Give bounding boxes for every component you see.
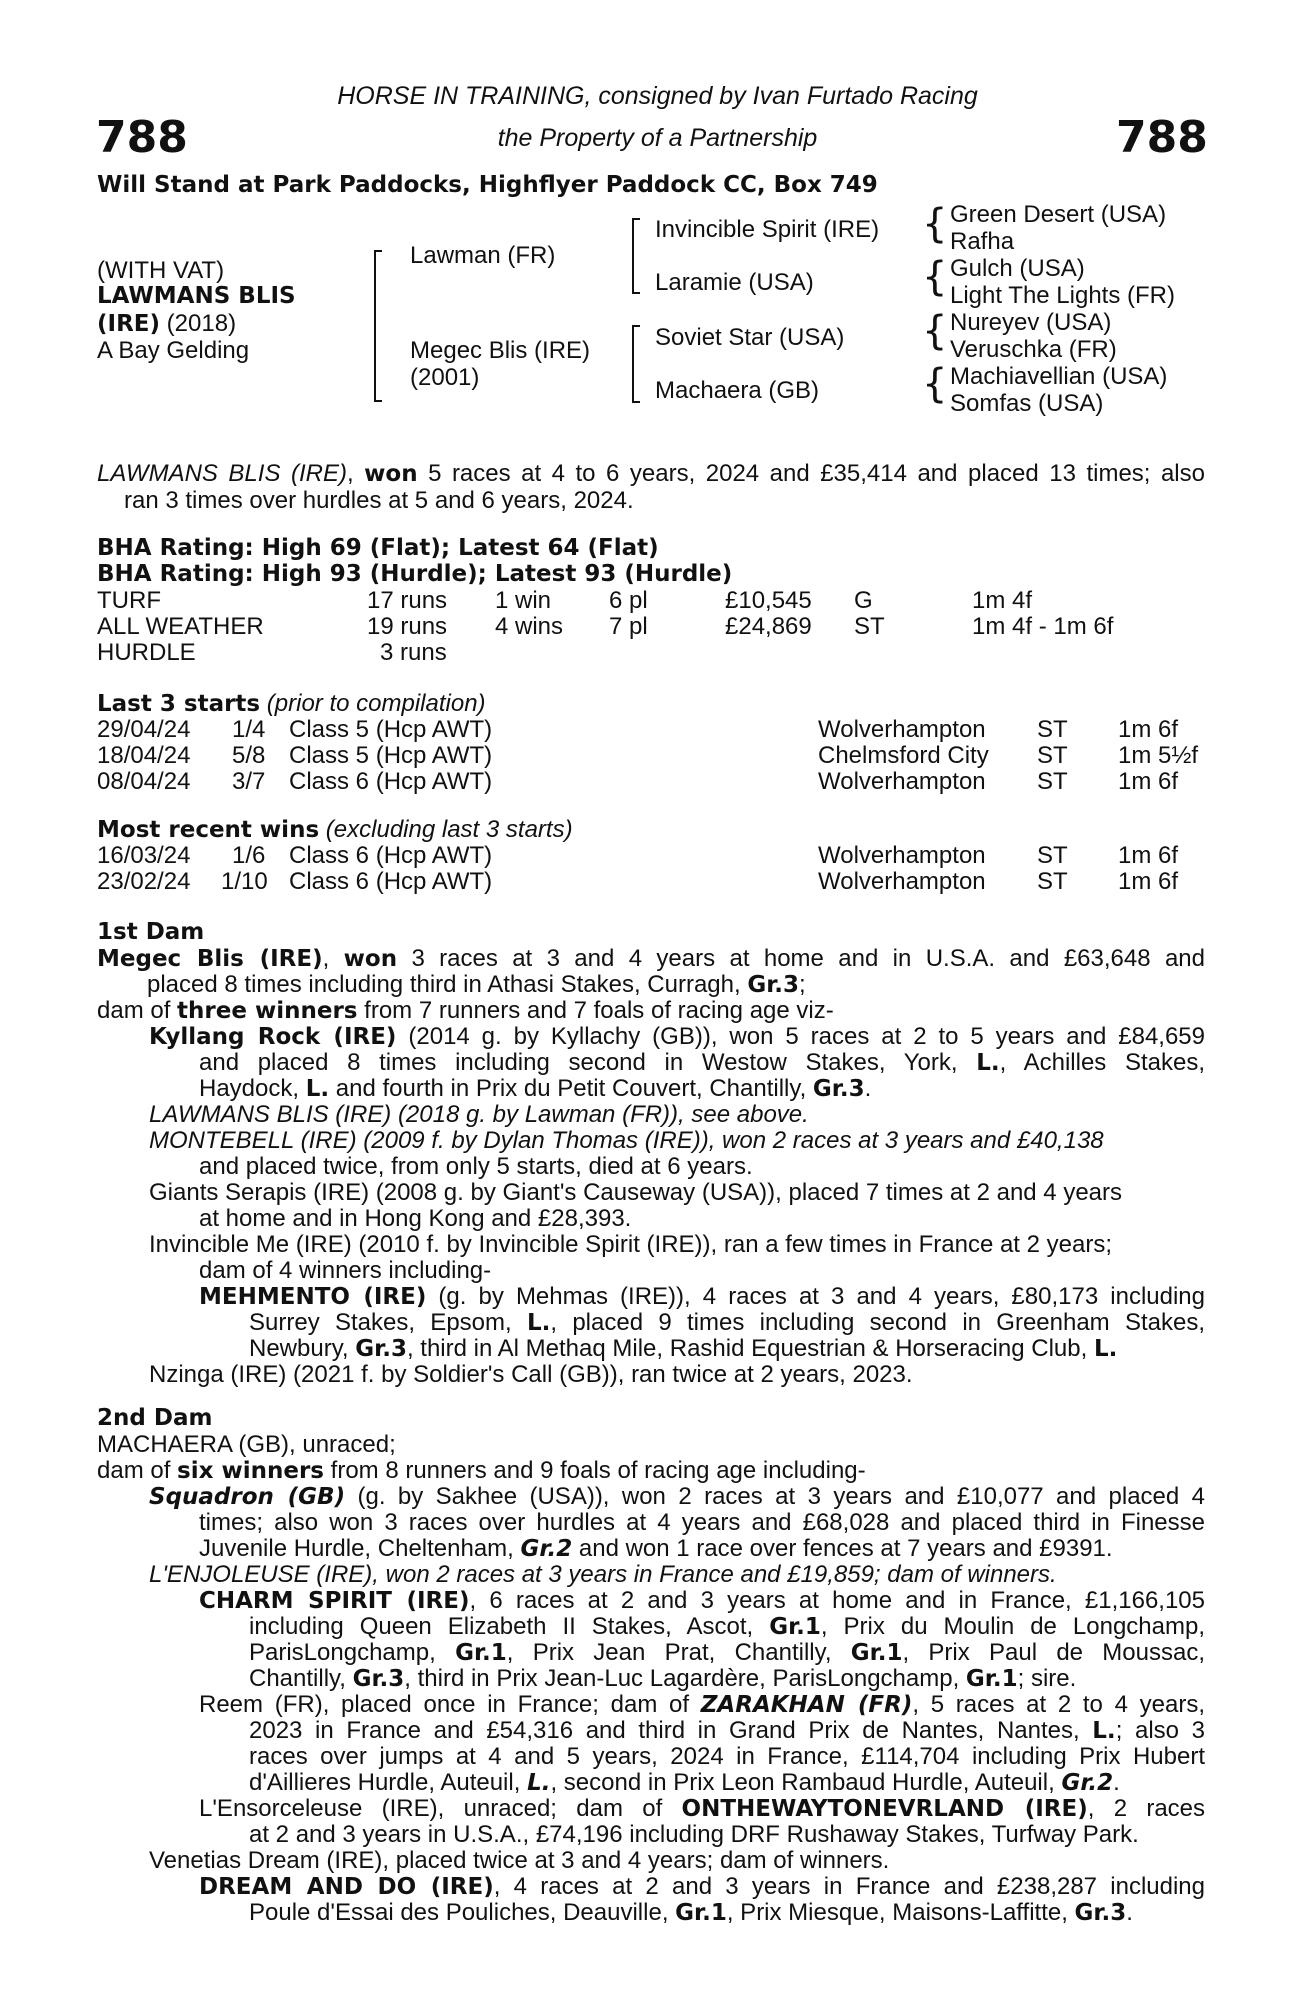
ancestor: Machiavellian (USA) <box>950 363 1168 390</box>
offspring-line: Squadron (GB) (g. by Sakhee (USA)), won 2 races at 3 years and £10,077 and placed 4 <box>149 1483 1205 1510</box>
first-dam-heading: 1st Dam <box>97 919 205 945</box>
win-position: 1/6 <box>232 842 266 869</box>
offspring-line: L'ENJOLEUSE (IRE), won 2 races at 3 years in France and £19,859; dam of winners. <box>149 1561 1057 1588</box>
horse-origin <box>97 310 236 338</box>
ancestor: Nureyev (USA) <box>950 309 1112 336</box>
offspring-line: LAWMANS BLIS (IRE) (2018 g. by Lawman (FR)), see above. <box>149 1101 809 1128</box>
start-date: 29/04/24 <box>97 716 191 743</box>
offspring-line: Reem (FR), placed once in France; dam of ZARAKHAN (FR), 5 races at 2 to 4 years, <box>199 1691 1205 1718</box>
offspring-line: Haydock, L. and fourth in Prix du Petit Couvert, Chantilly, Gr.3. <box>199 1075 872 1102</box>
record-going: ST <box>854 613 885 640</box>
dam-line: MACHAERA (GB), unraced; <box>97 1431 396 1458</box>
brace-icon: { <box>922 254 948 300</box>
offspring-line: d'Aillieres Hurdle, Auteuil, L., second in Prix Leon Rambaud Hurdle, Auteuil, Gr.2. <box>249 1769 1120 1796</box>
brace-icon: { <box>922 308 948 354</box>
offspring-line: at home and in Hong Kong and £28,393. <box>199 1205 632 1232</box>
records-row <box>97 613 1205 639</box>
offspring-line: Kyllang Rock (IRE) (2014 g. by Kyllachy (GB)), won 5 races at 2 to 5 years and £84,659 <box>149 1023 1205 1050</box>
win-date: 16/03/24 <box>97 842 191 869</box>
start-row <box>97 716 1205 742</box>
win-date: 23/02/24 <box>97 868 191 895</box>
offspring-line: ParisLongchamp, Gr.1, Prix Jean Prat, Chantilly, Gr.1, Prix Paul de Moussac, <box>249 1639 1205 1666</box>
start-distance: 1m 6f <box>1118 768 1179 795</box>
second-dam-heading: 2nd Dam <box>97 1405 213 1431</box>
offspring-line: MONTEBELL (IRE) (2009 f. by Dylan Thomas (IRE)), won 2 races at 3 years and £40,138 <box>149 1127 1104 1154</box>
offspring-line: DREAM AND DO (IRE), 4 races at 2 and 3 years in France and £238,287 including <box>199 1873 1205 1900</box>
start-course: Wolverhampton <box>818 768 986 795</box>
record-wins: 4 wins <box>495 613 564 640</box>
dam-line: dam of six winners from 8 runners and 9 foals of racing age including- <box>97 1457 866 1484</box>
start-distance: 1m 6f <box>1118 716 1179 743</box>
dam-line: Megec Blis (IRE), won 3 races at 3 and 4 years at home and in U.S.A. and £63,648 and <box>97 945 1205 972</box>
vat-note: (WITH VAT) <box>97 257 225 284</box>
win-row <box>97 842 1205 868</box>
dam-dam: Machaera (GB) <box>655 377 820 404</box>
start-date: 18/04/24 <box>97 742 191 769</box>
rating-flat: BHA Rating: High 69 (Flat); Latest 64 (Flat) <box>97 535 659 561</box>
summary-line: LAWMANS BLIS (IRE), won 5 races at 4 to 6 years, 2024 and £35,414 and placed 13 times; also <box>97 460 1205 487</box>
record-surface: HURDLE <box>97 639 196 666</box>
win-going: ST <box>1037 868 1068 895</box>
win-position: 1/10 <box>221 868 268 895</box>
record-placed: 7 pl <box>609 613 648 640</box>
sire-dam-brace <box>374 250 376 402</box>
win-going: ST <box>1037 842 1068 869</box>
header-title: HORSE IN TRAINING, consigned by Ivan Furtado Racing <box>337 82 978 110</box>
start-race: Class 6 (Hcp AWT) <box>289 768 493 795</box>
offspring-line: MEHMENTO (IRE) (g. by Mehmas (IRE)), 4 races at 3 and 4 years, £80,173 including <box>199 1283 1205 1310</box>
last-3-starts <box>97 690 1205 800</box>
offspring-line: Juvenile Hurdle, Cheltenham, Gr.2 and won 1 race over fences at 7 years and £9391. <box>199 1535 1113 1562</box>
offspring-line: CHARM SPIRIT (IRE), 6 races at 2 and 3 years at home and in France, £1,166,105 <box>199 1587 1205 1614</box>
horse-year: (2018) <box>160 310 237 337</box>
most-recent-wins <box>97 816 1205 900</box>
first-dam <box>97 919 1205 1389</box>
ancestor: Somfas (USA) <box>950 390 1104 417</box>
recent-heading: Most recent wins <box>97 817 320 843</box>
offspring-line: Chantilly, Gr.3, third in Prix Jean-Luc Lagardère, ParisLongchamp, Gr.1; sire. <box>249 1665 1077 1692</box>
offspring-line: at 2 and 3 years in U.S.A., £74,196 including DRF Rushaway Stakes, Turfway Park. <box>249 1821 1139 1848</box>
horse-country: (IRE) <box>97 311 161 337</box>
ancestor: Rafha <box>950 228 1015 255</box>
sire-dam: Laramie (USA) <box>655 269 814 296</box>
brace-icon: { <box>922 201 948 247</box>
second-dam <box>97 1405 1206 1926</box>
location-line: Will Stand at Park Paddocks, Highflyer Paddock CC, Box 749 <box>97 172 878 198</box>
offspring-line: dam of 4 winners including- <box>199 1257 492 1284</box>
win-race: Class 6 (Hcp AWT) <box>289 868 493 895</box>
records-row <box>97 639 1205 665</box>
offspring-line: and placed 8 times including second in Westow Stakes, York, L., Achilles Stakes, <box>199 1049 1205 1076</box>
win-distance: 1m 6f <box>1118 842 1179 869</box>
lot-number-left: 788 <box>96 112 188 163</box>
win-row <box>97 868 1205 894</box>
lot-number-right: 788 <box>1116 112 1208 163</box>
offspring-line: Invincible Me (IRE) (2010 f. by Invincible Spirit (IRE)), ran a few times in France at 2 years; <box>149 1231 1113 1258</box>
header-subtitle: the Property of a Partnership <box>497 124 818 152</box>
sire: Lawman (FR) <box>410 242 556 269</box>
start-going: ST <box>1037 768 1068 795</box>
start-going: ST <box>1037 742 1068 769</box>
dam-parents-brace <box>632 325 634 403</box>
offspring-line: Nzinga (IRE) (2021 f. by Soldier's Call (GB)), ran twice at 2 years, 2023. <box>149 1361 913 1388</box>
start-position: 5/8 <box>232 742 266 769</box>
dam-line: placed 8 times including third in Athasi Stakes, Curragh, Gr.3; <box>147 971 806 998</box>
offspring-line: Poule d'Essai des Pouliches, Deauville, Gr.1, Prix Miesque, Maisons-Laffitte, Gr.3. <box>249 1899 1133 1926</box>
dam-line: dam of three winners from 7 runners and 7 foals of racing age viz- <box>97 997 834 1024</box>
sire-sire: Invincible Spirit (IRE) <box>655 216 880 243</box>
start-race: Class 5 (Hcp AWT) <box>289 742 493 769</box>
ancestor: Gulch (USA) <box>950 255 1085 282</box>
start-course: Chelmsford City <box>818 742 989 769</box>
offspring-line: times; also won 3 races over hurdles at 4 years and £68,028 and placed third in Finesse <box>199 1509 1205 1536</box>
win-distance: 1m 6f <box>1118 868 1179 895</box>
start-distance: 1m 5½f <box>1118 742 1199 769</box>
record-surface: TURF <box>97 587 161 614</box>
win-course: Wolverhampton <box>818 842 986 869</box>
record-dist: 1m 4f <box>972 587 1033 614</box>
offspring-line: and placed twice, from only 5 starts, died at 6 years. <box>199 1153 753 1180</box>
dam: Megec Blis (IRE) <box>410 337 591 364</box>
record-going: G <box>854 587 873 614</box>
start-row <box>97 742 1205 768</box>
offspring-line: races over jumps at 4 and 5 years, 2024 in France, £114,704 including Prix Hubert <box>249 1743 1205 1770</box>
record-prize: £10,545 <box>725 587 812 614</box>
offspring-line: L'Ensorceleuse (IRE), unraced; dam of ONTHEWAYTONEVRLAND (IRE), 2 races <box>199 1795 1206 1822</box>
start-race: Class 5 (Hcp AWT) <box>289 716 493 743</box>
win-race: Class 6 (Hcp AWT) <box>289 842 493 869</box>
start-row <box>97 768 1205 794</box>
brace-icon: { <box>922 361 948 407</box>
last3-heading: Last 3 starts <box>97 691 261 717</box>
record-dist: 1m 4f - 1m 6f <box>972 613 1114 640</box>
record-runs: 19 runs <box>367 613 448 640</box>
sire-parents-brace <box>632 218 634 294</box>
dam-sire: Soviet Star (USA) <box>655 324 845 351</box>
summary-line: ran 3 times over hurdles at 5 and 6 years, 2024. <box>124 487 634 514</box>
start-course: Wolverhampton <box>818 716 986 743</box>
horse-description: A Bay Gelding <box>97 337 250 364</box>
offspring-line: Surrey Stakes, Epsom, L., placed 9 times including second in Greenham Stakes, <box>249 1309 1206 1336</box>
record-runs: 17 runs <box>367 587 448 614</box>
start-date: 08/04/24 <box>97 768 191 795</box>
offspring-line: 2023 in France and £54,316 and third in Grand Prix de Nantes, Nantes, L.; also 3 <box>249 1717 1205 1744</box>
start-going: ST <box>1037 716 1068 743</box>
offspring-line: Venetias Dream (IRE), placed twice at 3 and 4 years; dam of winners. <box>149 1847 890 1874</box>
record-prize: £24,869 <box>725 613 812 640</box>
horse-name: LAWMANS BLIS <box>97 283 296 309</box>
rating-hurdle: BHA Rating: High 93 (Hurdle); Latest 93 (Hurdle) <box>97 561 733 587</box>
record-surface: ALL WEATHER <box>97 613 264 640</box>
last3-note: (prior to compilation) <box>260 690 486 717</box>
ratings-records <box>97 535 1205 665</box>
dam-year: (2001) <box>410 364 480 391</box>
recent-note: (excluding last 3 starts) <box>319 816 573 843</box>
start-position: 1/4 <box>232 716 266 743</box>
ancestor: Veruschka (FR) <box>950 336 1117 363</box>
start-position: 3/7 <box>232 768 266 795</box>
win-course: Wolverhampton <box>818 868 986 895</box>
ancestor: Light The Lights (FR) <box>950 282 1175 309</box>
record-runs: 3 runs <box>380 639 447 666</box>
record-placed: 6 pl <box>609 587 648 614</box>
offspring-line: Giants Serapis (IRE) (2008 g. by Giant's Causeway (USA)), placed 7 times at 2 and 4 years <box>149 1179 1123 1206</box>
offspring-line: including Queen Elizabeth II Stakes, Ascot, Gr.1, Prix du Moulin de Longchamp, <box>249 1613 1205 1640</box>
offspring-line: Newbury, Gr.3, third in Al Methaq Mile, Rashid Equestrian & Horseracing Club, L. <box>249 1335 1118 1362</box>
ancestor: Green Desert (USA) <box>950 201 1167 228</box>
records-row <box>97 587 1205 613</box>
record-wins: 1 win <box>495 587 552 614</box>
